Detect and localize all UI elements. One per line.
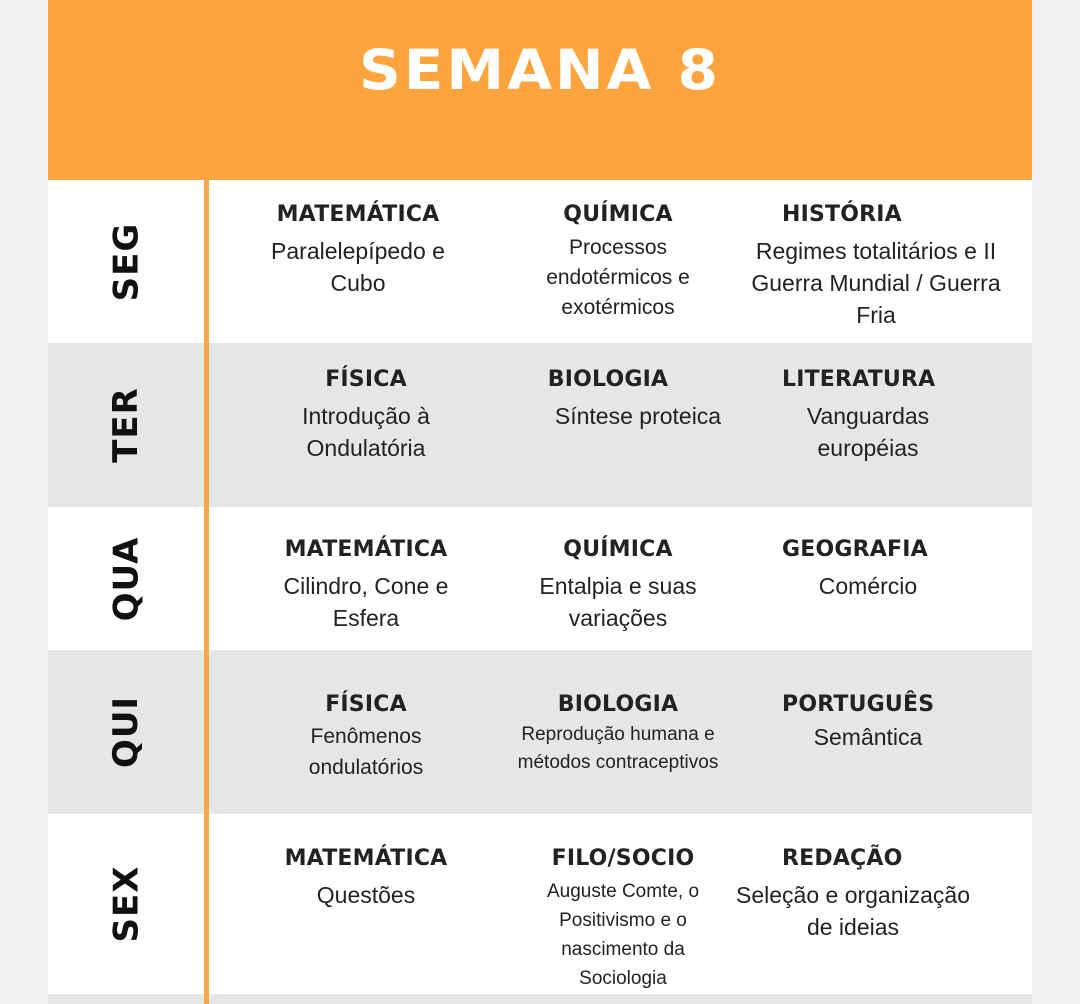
day-label: QUI [105,695,146,769]
page-title: SEMANA 8 [359,37,721,103]
subject-label: BIOLOGIA [557,692,679,717]
class-cell [518,537,718,634]
topic-text: Auguste Comte, o Positivismo e o nascimento da Sociologia [546,881,700,989]
day-row-qua [48,507,1032,650]
class-cell [518,202,718,323]
subject-label: FILO/SOCIO [551,846,695,871]
day-row-seg [48,180,1032,343]
subject-label: GEOGRAFIA [782,537,928,562]
class-cell [258,692,474,783]
subject-label: QUÍMICA [563,537,673,562]
day-row-sex [48,814,1032,994]
day-label: SEG [106,222,146,301]
subject-label: FÍSICA [325,367,407,392]
day-label: SEX [106,865,146,943]
topic-text: Introdução à Ondulatória [302,403,430,461]
subject-label: MATEMÁTICA [276,202,440,227]
class-cell [528,846,718,993]
column-divider [204,180,209,1004]
topic-text: Regimes totalitários e II Guerra Mundial / Guerra Fria [751,238,1001,328]
day-label: TER [105,387,146,463]
day-label: QUA [106,536,146,621]
topic-text: Cilindro, Cone e Esfera [283,573,449,631]
topic-text: Seleção e organização de ideias [736,882,970,940]
day-row-ter [48,343,1032,507]
next-row-edge [48,994,1032,1004]
class-cell [248,846,484,911]
subject-label: BIOLOGIA [547,367,669,392]
class-cell [778,367,958,464]
class-cell [248,537,484,634]
topic-text: Vanguardas européias [806,403,930,461]
topic-text: Comércio [818,573,918,599]
topic-text: Paralelepípedo e Cubo [271,238,445,296]
class-cell [238,202,478,299]
class-cell [728,846,978,943]
class-cell [528,367,748,432]
topic-text: Processos endotérmicos e exotérmicos [546,236,690,319]
topic-text: Entalpia e suas variações [539,573,697,631]
class-cell [738,202,1014,331]
topic-text: Fenômenos ondulatórios [308,725,424,779]
subject-label: QUÍMICA [563,202,673,227]
topic-text: Semântica [813,724,923,750]
subject-label: HISTÓRIA [782,202,902,227]
subject-label: PORTUGUÊS [782,692,935,717]
subject-label: FÍSICA [325,692,407,717]
class-cell [778,537,958,602]
class-cell [508,692,728,777]
class-cell [258,367,474,464]
header-banner [48,0,1032,180]
schedule-page [48,0,1032,1004]
subject-label: REDAÇÃO [782,846,903,871]
subject-label: MATEMÁTICA [284,846,448,871]
day-row-qui [48,650,1032,814]
subject-label: MATEMÁTICA [284,537,448,562]
topic-text: Reprodução humana e métodos contraceptivos [517,724,719,773]
topic-text: Questões [316,882,416,908]
subject-label: LITERATURA [782,367,936,392]
class-cell [778,692,958,753]
topic-text: Síntese proteica [554,403,722,429]
